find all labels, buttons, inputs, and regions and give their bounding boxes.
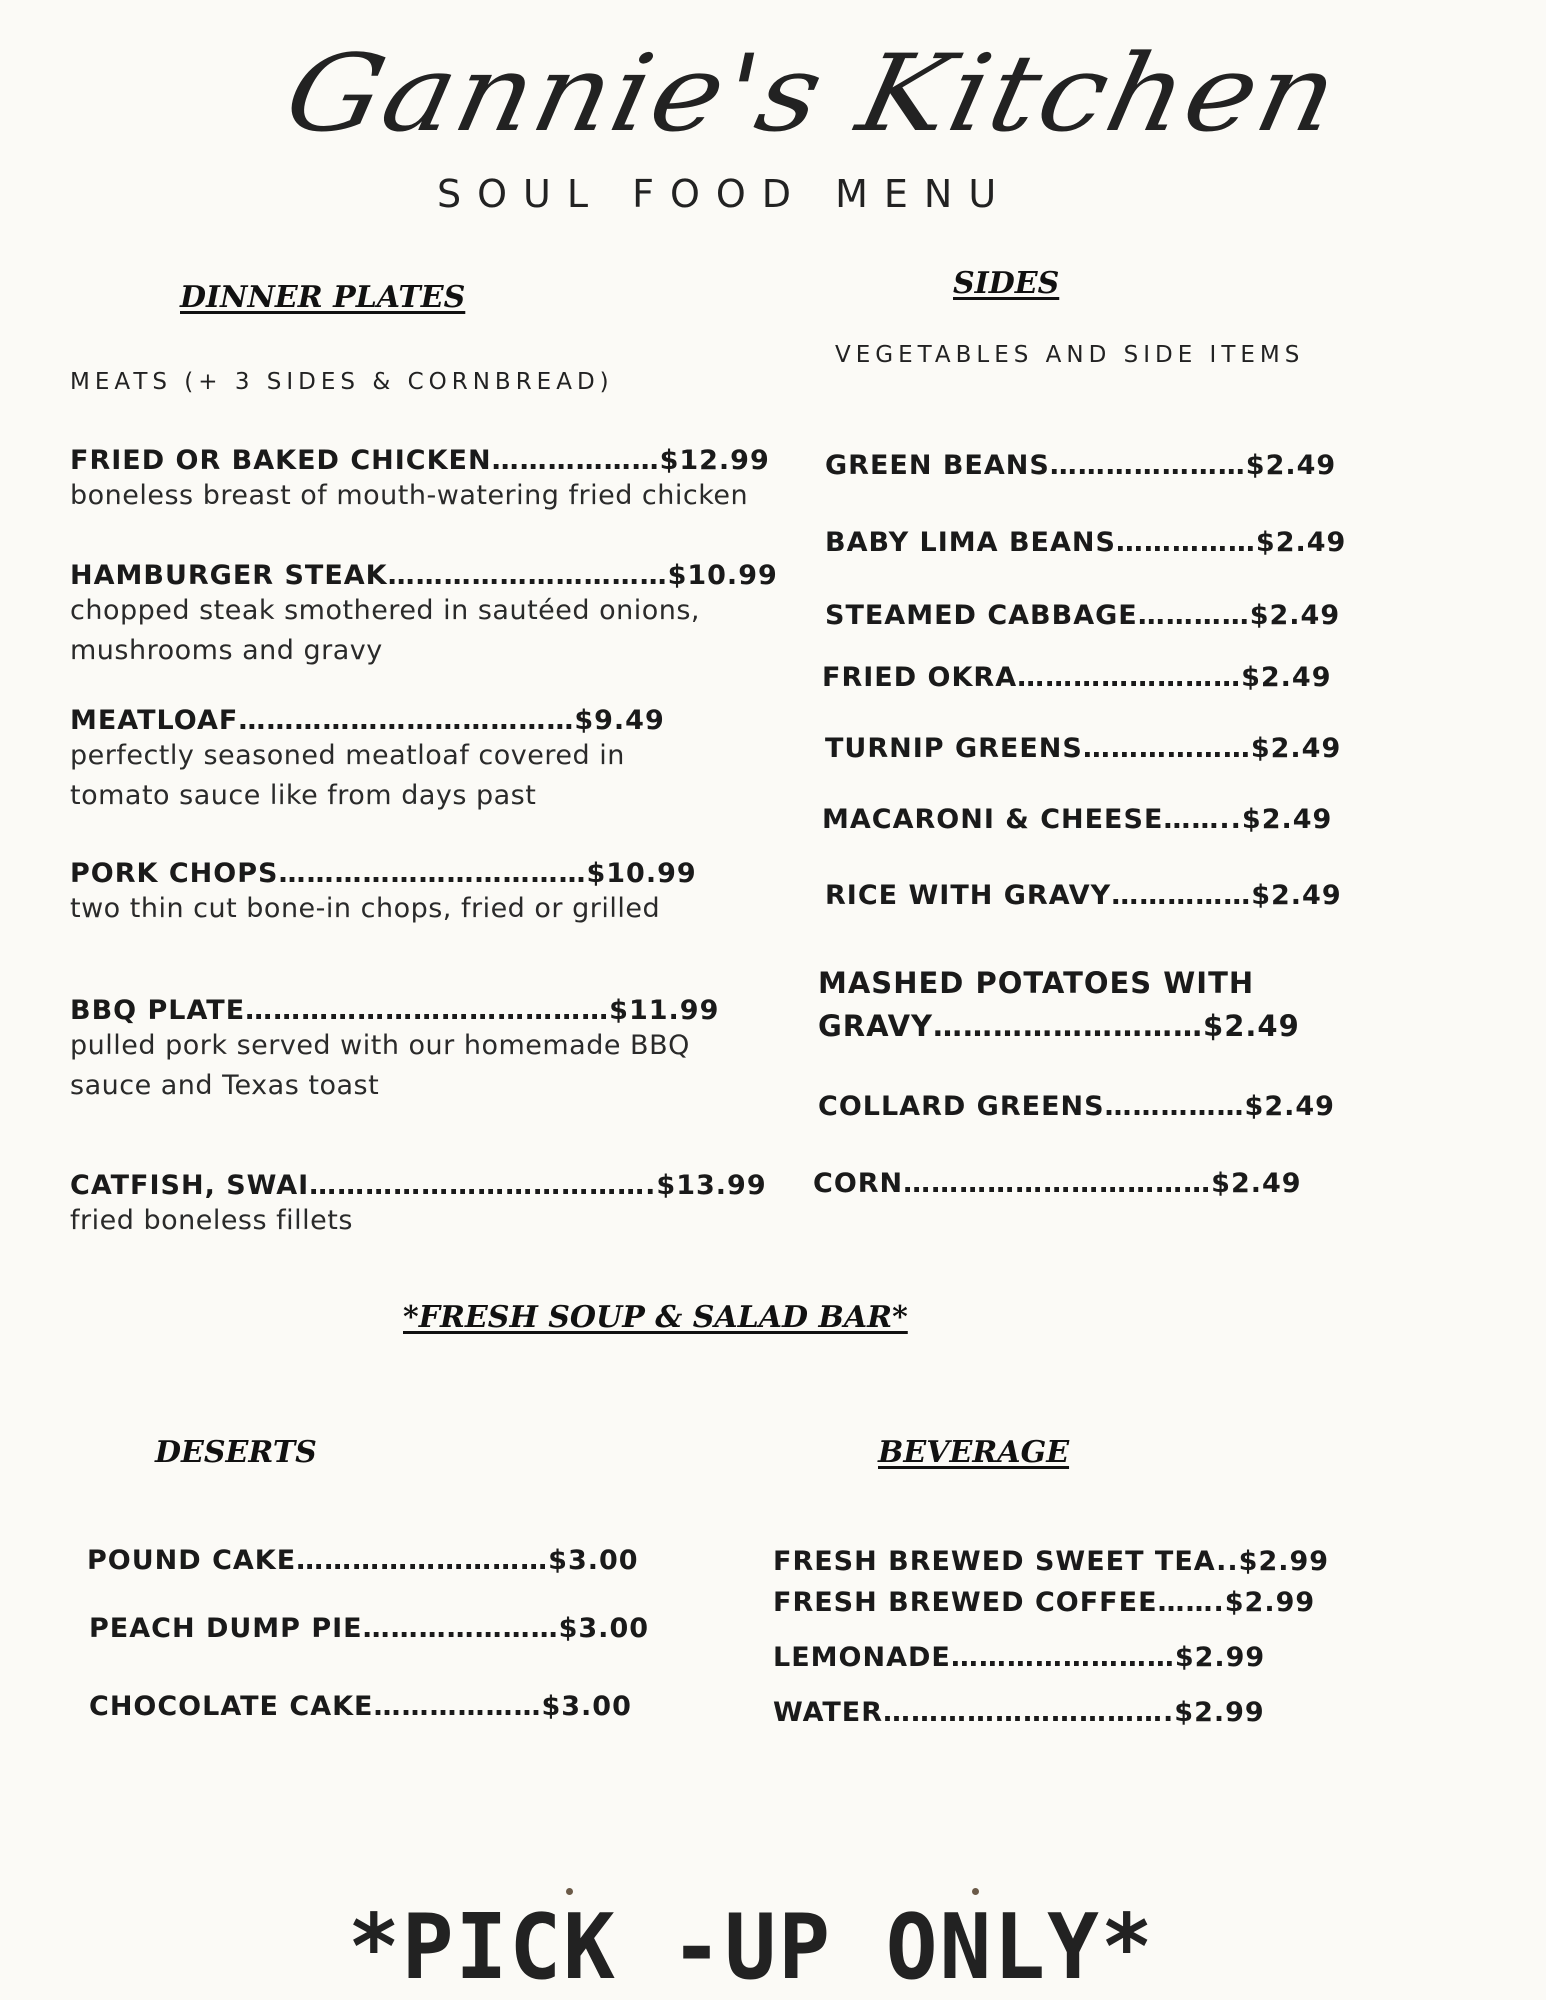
menu-item-pork-chops bbox=[70, 858, 760, 929]
beverage-item-coffee: FRESH BREWED COFFEE…….$2.99 bbox=[773, 1587, 1316, 1618]
item-description: pulled pork served with our homemade BBQ sauce and Texas toast bbox=[70, 1030, 690, 1101]
item-name: PORK CHOPS……………………………$10.99 bbox=[70, 858, 697, 889]
item-description: chopped steak smothered in sautéed onions, mushrooms and gravy bbox=[70, 595, 701, 666]
desert-item-chocolate-cake: CHOCOLATE CAKE………………$3.00 bbox=[89, 1691, 632, 1722]
beverage-item-sweet-tea: FRESH BREWED SWEET TEA..$2.99 bbox=[773, 1546, 1330, 1577]
beverage-heading: BEVERAGE bbox=[878, 1435, 1070, 1470]
dinner-plates-heading: DINNER PLATES bbox=[180, 280, 466, 315]
beverage-item-lemonade: LEMONADE……………………$2.99 bbox=[773, 1642, 1266, 1673]
item-name-line1: MASHED POTATOES WITH bbox=[818, 966, 1255, 1000]
item-description: perfectly seasoned meatloaf covered in tomato sauce like from days past bbox=[70, 740, 625, 811]
decorative-dot bbox=[972, 1888, 979, 1895]
side-item-rice-gravy: RICE WITH GRAVY……………$2.49 bbox=[825, 880, 1342, 911]
item-description: two thin cut bone-in chops, fried or grilled bbox=[70, 893, 661, 924]
deserts-heading: DESERTS bbox=[155, 1435, 317, 1470]
item-name-line2: GRAVY………………………$2.49 bbox=[818, 1009, 1300, 1043]
side-item-mashed-potatoes bbox=[818, 962, 1300, 1048]
side-item-macaroni-cheese: MACARONI & CHEESE……..$2.49 bbox=[822, 804, 1333, 835]
desert-item-pound-cake: POUND CAKE………………………$3.00 bbox=[87, 1545, 639, 1576]
menu-item-fried-chicken bbox=[70, 445, 770, 516]
item-name: CATFISH, SWAI……………………………….$13.99 bbox=[70, 1170, 767, 1201]
menu-item-hamburger-steak bbox=[70, 560, 778, 671]
side-item-baby-lima-beans: BABY LIMA BEANS……………$2.49 bbox=[825, 527, 1347, 558]
beverage-item-water: WATER………………………….$2.99 bbox=[773, 1697, 1265, 1728]
desert-item-peach-dump-pie: PEACH DUMP PIE…………………$3.00 bbox=[89, 1613, 650, 1644]
side-item-steamed-cabbage: STEAMED CABBAGE…………$2.49 bbox=[825, 600, 1341, 631]
side-item-corn: CORN……………………………$2.49 bbox=[813, 1168, 1302, 1199]
menu-item-catfish bbox=[70, 1170, 767, 1241]
item-name: FRIED OR BAKED CHICKEN………………$12.99 bbox=[70, 445, 770, 476]
item-description: boneless breast of mouth-watering fried chicken bbox=[70, 480, 749, 511]
item-description: fried boneless fillets bbox=[70, 1205, 353, 1236]
side-item-green-beans: GREEN BEANS…………………$2.49 bbox=[825, 450, 1337, 481]
side-item-collard-greens: COLLARD GREENS……………$2.49 bbox=[818, 1091, 1335, 1122]
side-item-turnip-greens: TURNIP GREENS………………$2.49 bbox=[825, 733, 1342, 764]
menu-item-bbq-plate bbox=[70, 995, 719, 1106]
menu-subtitle: SOUL FOOD MENU bbox=[437, 172, 1013, 216]
side-item-fried-okra: FRIED OKRA……………………$2.49 bbox=[822, 662, 1332, 693]
soup-salad-bar: *FRESH SOUP & SALAD BAR* bbox=[403, 1300, 908, 1335]
dinner-note: MEATS (+ 3 SIDES & CORNBREAD) bbox=[70, 369, 614, 395]
item-name: BBQ PLATE…………………………………$11.99 bbox=[70, 995, 720, 1026]
decorative-dot bbox=[566, 1888, 573, 1895]
item-name: HAMBURGER STEAK…………………………$10.99 bbox=[70, 560, 778, 591]
sides-heading: SIDES bbox=[953, 266, 1060, 301]
menu-item-meatloaf bbox=[70, 705, 670, 816]
sides-note: VEGETABLES AND SIDE ITEMS bbox=[835, 342, 1305, 368]
pickup-only-banner: *PICK -UP ONLY* bbox=[348, 1895, 1155, 2000]
restaurant-name: Gannie's Kitchen bbox=[275, 31, 1350, 156]
item-name: MEATLOAF………………………………$9.49 bbox=[70, 705, 665, 736]
